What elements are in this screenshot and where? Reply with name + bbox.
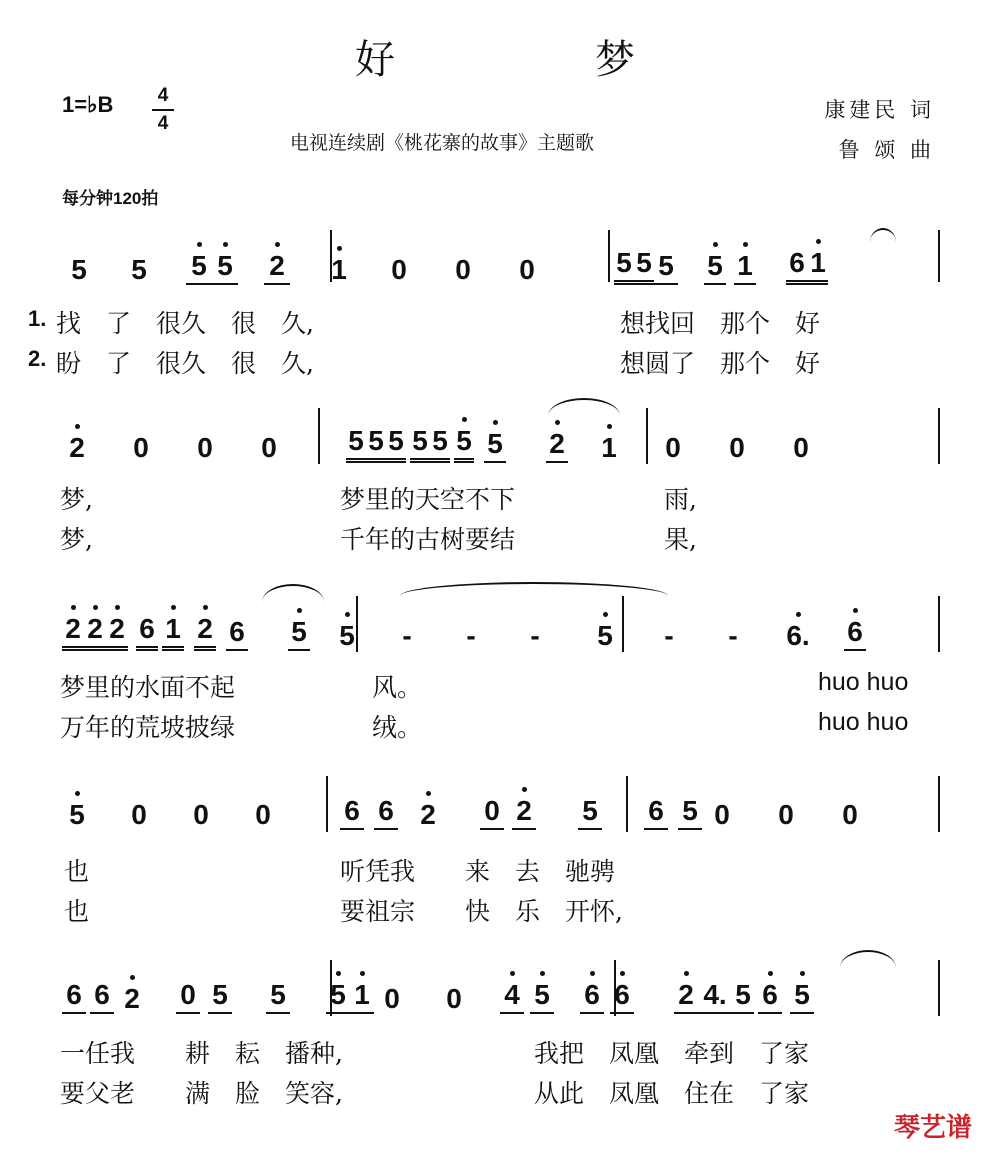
note: 1 xyxy=(162,614,184,651)
note: 0 xyxy=(193,799,209,830)
note: 5 xyxy=(410,426,430,463)
note: 5 xyxy=(346,426,366,463)
note: 0 xyxy=(384,983,400,1014)
note: 5 xyxy=(186,251,212,285)
note: 2 xyxy=(546,429,568,463)
note: 5 xyxy=(208,980,232,1014)
note: 5 xyxy=(634,248,654,285)
lyric-line: 梦里的水面不起 xyxy=(60,673,236,702)
lyric-line: 也 xyxy=(64,897,90,926)
note: 0 xyxy=(729,432,745,463)
note: 2 xyxy=(674,980,698,1014)
key-signature: 1=♭B xyxy=(62,92,114,117)
row-3-notes xyxy=(62,614,866,651)
lyric-line: 我把 凤凰 牵到 了家 xyxy=(534,1039,810,1068)
note: 1 xyxy=(324,255,354,285)
note: 2 xyxy=(194,614,216,651)
note: - xyxy=(402,620,412,651)
note: 0 xyxy=(255,799,271,830)
lyric-line: 听凭我 来 去 驰骋 xyxy=(340,857,616,886)
note: 5 xyxy=(288,617,310,651)
note: 0 xyxy=(480,796,504,830)
song-title: 好 梦 xyxy=(355,37,715,83)
lyric-line: 果, xyxy=(664,525,697,554)
note: 2 xyxy=(62,433,92,463)
note: 0 xyxy=(778,799,794,830)
note: 6 xyxy=(580,980,604,1014)
note: 2 xyxy=(264,251,290,285)
note: 5 xyxy=(454,426,474,463)
note: 5 xyxy=(326,980,350,1014)
lyric-line: 万年的荒坡披绿 xyxy=(60,713,236,742)
note: 6 xyxy=(136,614,158,651)
note: 0 xyxy=(793,432,809,463)
note: - xyxy=(728,620,738,651)
note: 0 xyxy=(176,980,200,1014)
row-1-notes xyxy=(62,248,828,285)
meter-top: 4 xyxy=(157,85,169,106)
note: 5 xyxy=(266,980,290,1014)
note: 5 xyxy=(430,426,450,463)
note: 5 xyxy=(614,248,634,285)
note: 0 xyxy=(446,983,462,1014)
note: 5 xyxy=(131,254,147,285)
row-5-notes xyxy=(62,980,814,1014)
lyric-line: 雨, xyxy=(664,485,697,514)
lyric-line: 从此 凤凰 住在 了家 xyxy=(534,1079,810,1108)
note: 2 xyxy=(414,800,442,830)
lyric-line: 千年的古树要结 xyxy=(340,525,516,554)
note: 6 xyxy=(610,980,634,1014)
note: 0 xyxy=(391,254,407,285)
lyric-line: 绒。 xyxy=(372,713,423,742)
note: 5 xyxy=(732,980,754,1014)
note: 5 xyxy=(704,251,726,285)
note: 6 xyxy=(844,617,866,651)
note: 1 xyxy=(734,251,756,285)
lyric-line: 想找回 那个 好 xyxy=(620,309,821,338)
note: 0 xyxy=(665,432,681,463)
note: 5 xyxy=(386,426,406,463)
note: - xyxy=(530,620,540,651)
lyric-line: huo huo xyxy=(818,708,909,736)
note: 0 xyxy=(133,432,149,463)
note: 5 xyxy=(71,254,87,285)
note: 0 xyxy=(131,799,147,830)
note: 5 xyxy=(530,980,554,1014)
note: 5 xyxy=(332,621,362,651)
lyric-line: 梦, xyxy=(60,525,93,554)
note: 2 xyxy=(106,614,128,651)
lyric-line: 一任我 耕 耘 播种, xyxy=(60,1039,343,1068)
lyric-line: 找 了 很久 很 久, xyxy=(56,309,314,338)
verse-number: 2. xyxy=(28,346,47,371)
note: 6 xyxy=(786,248,808,285)
note: 6 xyxy=(340,796,364,830)
meter-bottom: 4 xyxy=(157,113,169,134)
note: 5 xyxy=(578,796,602,830)
tempo-marking: 每分钟120拍 xyxy=(62,189,159,208)
watermark-logo: 琴艺谱 xyxy=(893,1113,972,1143)
note: 5 xyxy=(654,251,678,285)
note: 0 xyxy=(261,432,277,463)
note: 0 xyxy=(842,799,858,830)
note: 6 xyxy=(374,796,398,830)
lyricist-credit: 康建民 词 xyxy=(824,98,935,122)
lyric-line: 要父老 满 脸 笑容, xyxy=(60,1079,343,1108)
composer-credit: 鲁 颂 曲 xyxy=(838,138,935,162)
verse-number: 1. xyxy=(28,306,47,331)
lyric-line: 盼 了 很久 很 久, xyxy=(56,349,314,378)
note: 6. xyxy=(778,621,818,651)
note: 0 xyxy=(714,799,730,830)
note: 5 xyxy=(212,251,238,285)
lyric-line: 梦里的天空不下 xyxy=(340,485,516,514)
note: 1 xyxy=(350,980,374,1014)
note: 1 xyxy=(594,433,624,463)
note: 5 xyxy=(366,426,386,463)
note: 6 xyxy=(90,980,114,1014)
note: 5 xyxy=(790,980,814,1014)
note: 5 xyxy=(678,796,702,830)
lyric-line: huo huo xyxy=(818,668,909,696)
note: 2 xyxy=(84,614,106,651)
note: 4 xyxy=(500,980,524,1014)
row-4-notes xyxy=(62,796,864,830)
note: 2 xyxy=(118,984,146,1014)
lyric-line: 要祖宗 快 乐 开怀, xyxy=(340,897,623,926)
note: 6 xyxy=(226,617,248,651)
time-signature xyxy=(152,84,174,136)
note: 5 xyxy=(590,621,620,651)
note: 6 xyxy=(758,980,782,1014)
note: 0 xyxy=(197,432,213,463)
note: 4. xyxy=(698,980,732,1014)
note: 2 xyxy=(62,614,84,651)
note: 0 xyxy=(519,254,535,285)
lyric-line: 梦, xyxy=(60,485,93,514)
lyric-line: 想圆了 那个 好 xyxy=(620,349,821,378)
subtitle: 电视连续剧《桃花寨的故事》主题歌 xyxy=(290,132,595,154)
note: 5 xyxy=(62,800,92,830)
note: 6 xyxy=(644,796,668,830)
note: 6 xyxy=(62,980,86,1014)
note: 2 xyxy=(512,796,536,830)
note: 1 xyxy=(808,248,828,285)
note: 5 xyxy=(484,429,506,463)
note: - xyxy=(466,620,476,651)
lyric-line: 也 xyxy=(64,857,90,886)
note: 0 xyxy=(455,254,471,285)
row-2-notes xyxy=(62,426,816,463)
lyric-line: 风。 xyxy=(372,673,423,702)
note: - xyxy=(664,620,674,651)
